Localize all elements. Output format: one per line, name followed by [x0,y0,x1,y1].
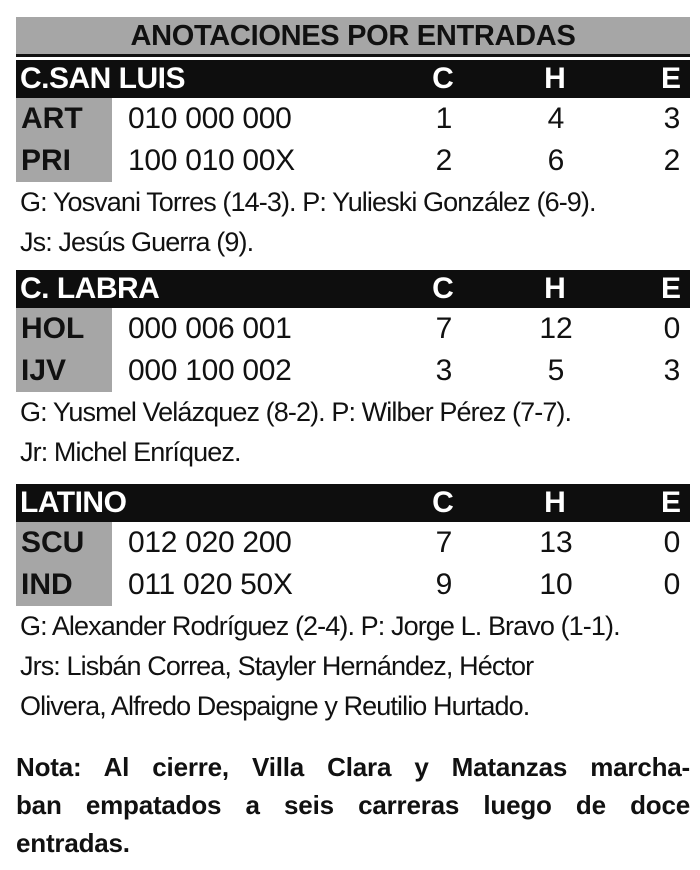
errors-value: 0 [663,526,681,559]
venue-name: C. LABRA [20,272,160,305]
team-abbr: IJV [16,350,112,392]
runs-value: 7 [435,526,453,559]
runs-value: 2 [435,144,453,177]
pitching-notes [16,606,690,726]
errors-value: 0 [663,312,681,345]
errors-column-header: E [660,272,681,305]
innings-line: 100 010 00X [128,144,295,177]
hits-column-header: H [544,486,566,519]
team-row [16,564,690,606]
footnote [16,748,690,862]
footnote-line: Nota: Al cierre, Villa Clara y Matanzas marcha- [16,752,690,782]
errors-value: 2 [663,144,681,177]
hits-value: 13 [539,526,573,559]
runs-value: 3 [435,354,453,387]
hits-value: 6 [547,144,565,177]
venue-bar [16,270,690,308]
page-title: ANOTACIONES POR ENTRADAS [16,17,690,57]
venue-name: LATINO [20,486,127,519]
hits-value: 12 [539,312,573,345]
pitching-notes [16,392,690,472]
runs-column-header: C [432,62,454,95]
pitching-notes [16,182,690,262]
venue-bar [16,60,690,98]
notes-line: Jr: Michel Enríquez. [20,437,241,467]
team-abbr: PRI [16,140,112,182]
errors-column-header: E [660,62,681,95]
runs-value: 9 [435,568,453,601]
runs-value: 1 [435,102,453,135]
innings-line: 012 020 200 [128,526,292,559]
innings-line: 000 006 001 [128,312,292,345]
runs-value: 7 [435,312,453,345]
notes-line: G: Alexander Rodríguez (2-4). P: Jorge L. Bravo (1-1). [20,611,620,641]
game-section-latino [16,484,690,726]
team-row [16,308,690,350]
hits-value: 10 [539,568,573,601]
team-row [16,350,690,392]
hits-column-header: H [544,62,566,95]
runs-column-header: C [432,272,454,305]
team-row [16,522,690,564]
hits-value: 4 [547,102,565,135]
notes-line: Jrs: Lisbán Correa, Stayler Hernández, Héctor [20,651,534,681]
errors-value: 3 [663,354,681,387]
footnote-line: ban empatados a seis carreras luego de doce [16,790,690,820]
innings-line: 000 100 002 [128,354,292,387]
errors-column-header: E [660,486,681,519]
team-row [16,140,690,182]
team-abbr: SCU [16,522,112,564]
game-section-labra [16,270,690,472]
hits-value: 5 [547,354,565,387]
errors-value: 0 [663,568,681,601]
errors-value: 3 [663,102,681,135]
notes-line: G: Yosvani Torres (14-3). P: Yulieski González (6-9). [20,187,596,217]
venue-name: C.SAN LUIS [20,62,186,95]
notes-line: Olivera, Alfredo Despaigne y Reutilio Hurtado. [20,691,530,721]
team-abbr: HOL [16,308,112,350]
innings-line: 011 020 50X [128,568,293,601]
game-section-san-luis [16,60,690,262]
team-abbr: ART [16,98,112,140]
hits-column-header: H [544,272,566,305]
runs-column-header: C [432,486,454,519]
notes-line: G: Yusmel Velázquez (8-2). P: Wilber Pérez (7-7). [20,397,572,427]
venue-bar [16,484,690,522]
team-abbr: IND [16,564,112,606]
notes-line: Js: Jesús Guerra (9). [20,227,254,257]
team-row [16,98,690,140]
footnote-line: entradas. [16,828,130,858]
innings-line: 010 000 000 [128,102,292,135]
